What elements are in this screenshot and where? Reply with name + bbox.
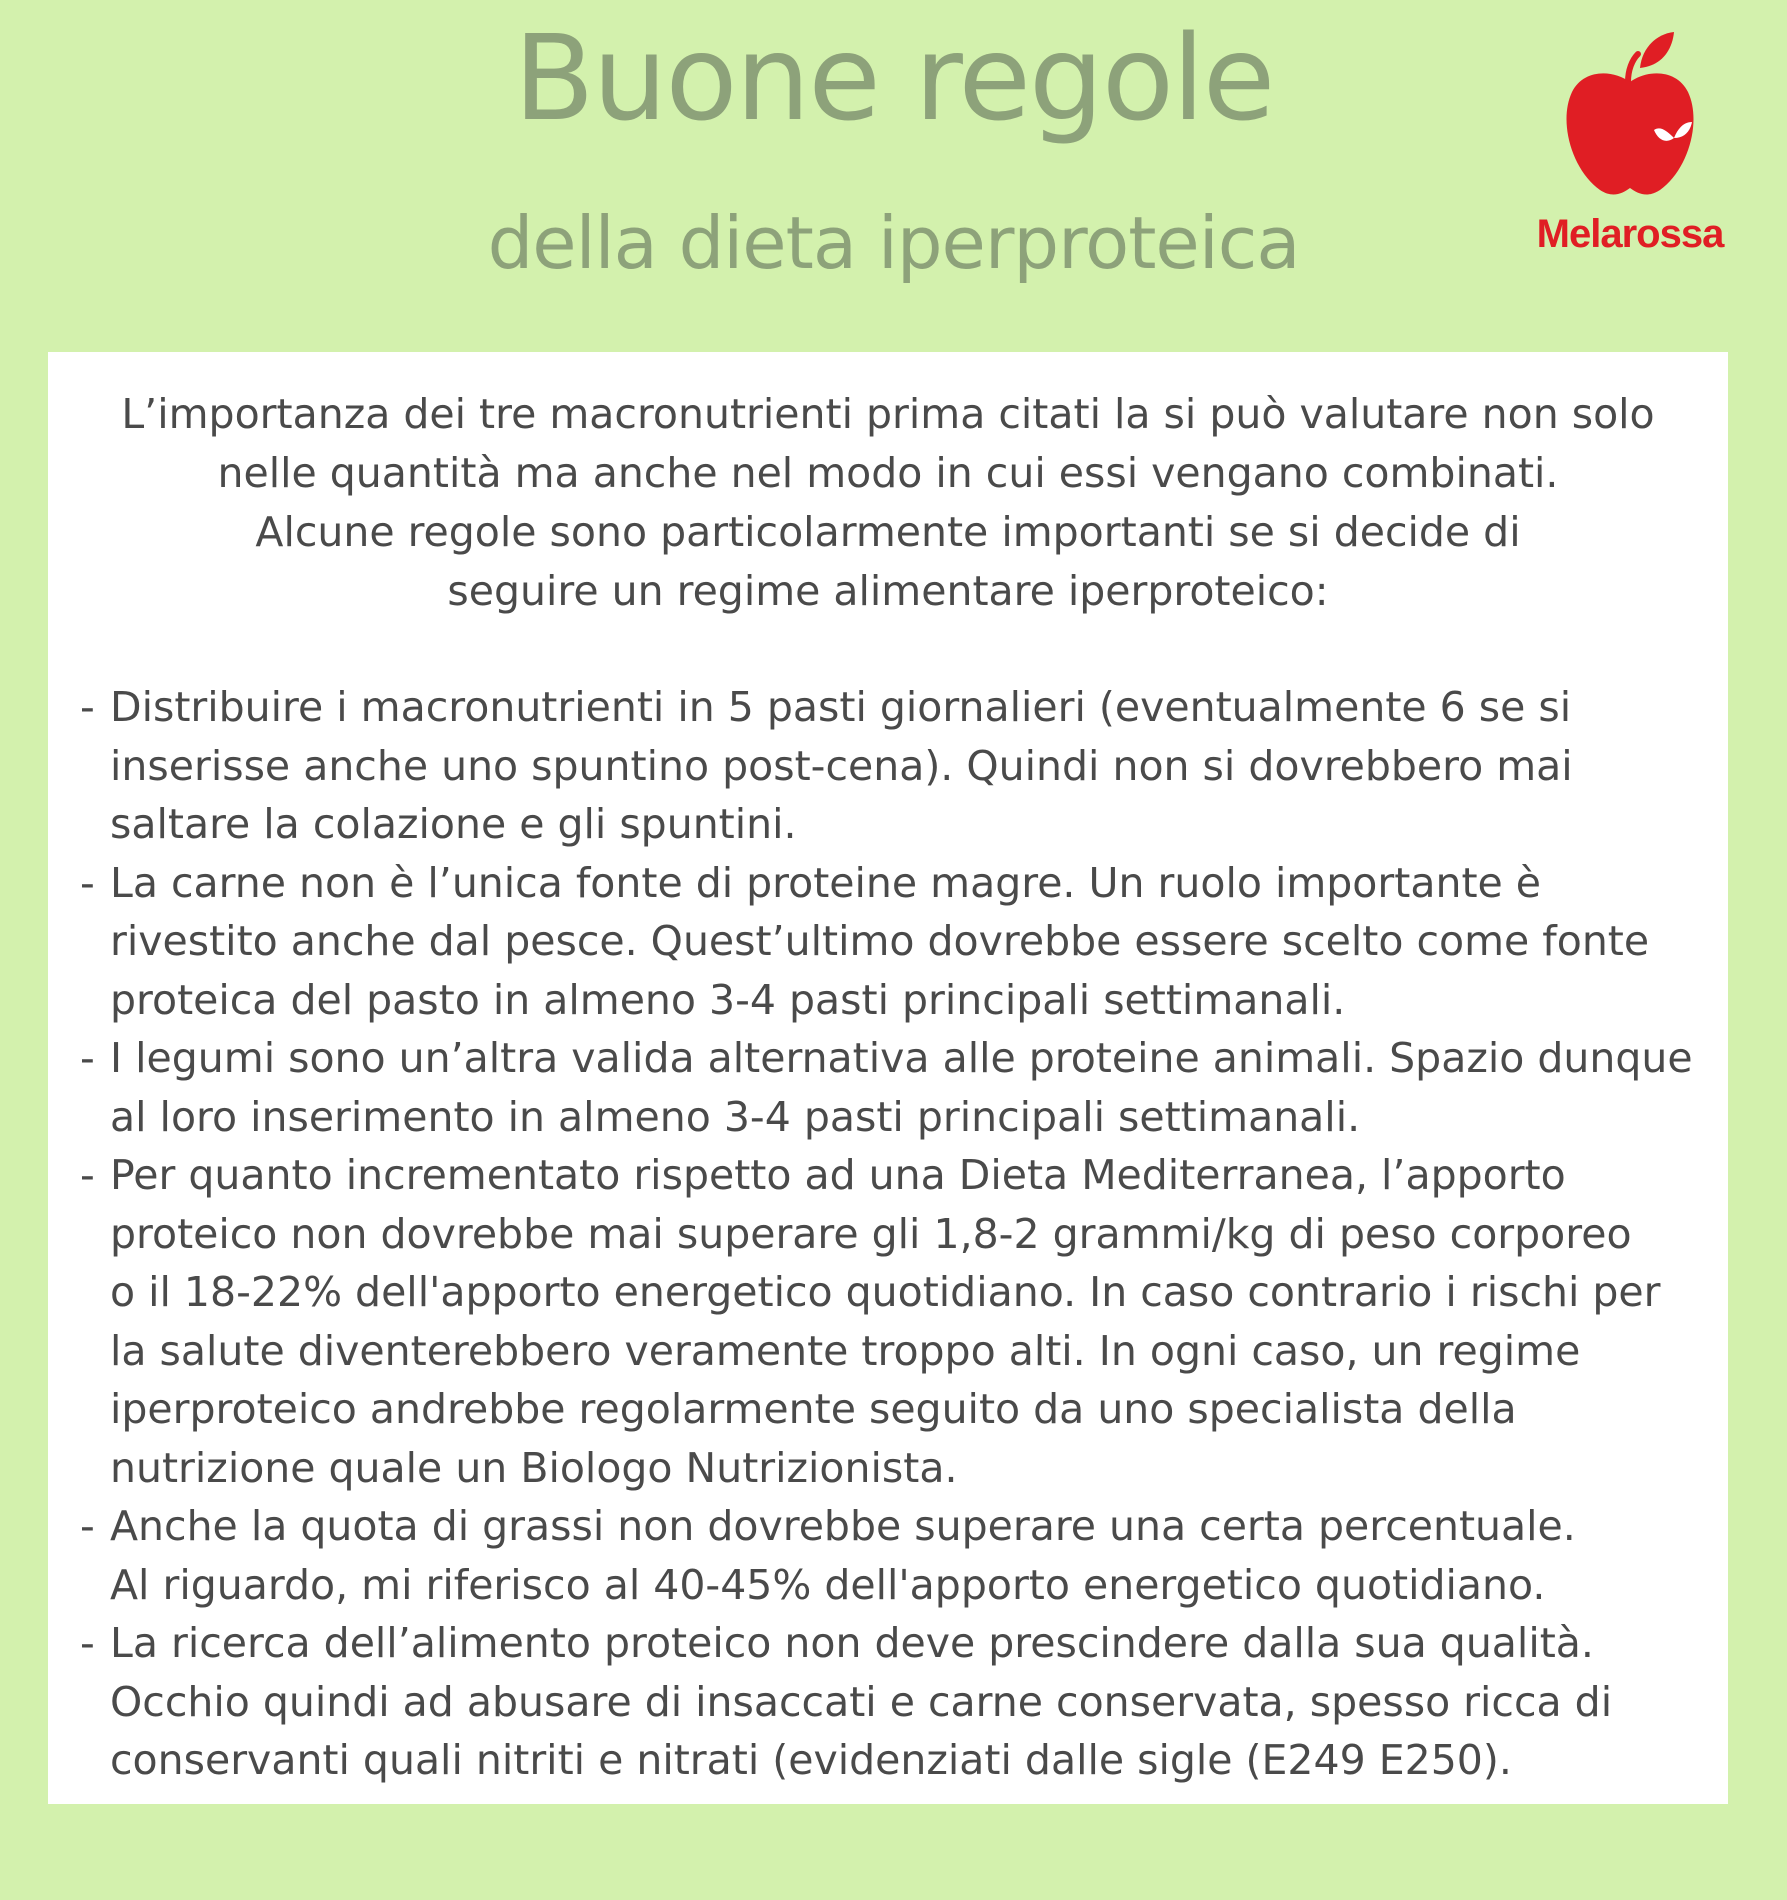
rule-item — [80, 1614, 1700, 1790]
bullet-dash: - — [80, 858, 95, 907]
bullet-dash: - — [80, 1502, 95, 1550]
rule-line: al loro inserimento in almeno 3-4 pasti principali settimanali. — [110, 1092, 1361, 1141]
rule-line: o il 18-22% dell'apporto energetico quotidiano. In caso contrario i rischi per — [110, 1268, 1661, 1316]
rule-line: la salute diventerebbero veramente troppo alti. In ogni caso, un regime — [110, 1326, 1581, 1375]
rule-line: Distribuire i macronutrienti in 5 pasti giornalieri (eventualmente 6 se si — [110, 683, 1572, 731]
rule-line: Anche la quota di grassi non dovrebbe superare una certa percentuale. — [110, 1502, 1576, 1550]
rule-item — [80, 854, 1700, 1030]
rule-line: Al riguardo, mi riferisco al 40-45% dell'apporto energetico quotidiano. — [110, 1560, 1546, 1609]
intro-line: seguire un regime alimentare iperproteico: — [447, 567, 1329, 615]
brand-logo — [1520, 30, 1740, 270]
rule-item — [80, 678, 1700, 854]
bullet-dash: - — [80, 1034, 95, 1082]
intro-line: nelle quantità ma anche nel modo in cui essi vengano combinati. — [217, 449, 1559, 497]
rule-item — [80, 1029, 1700, 1146]
rule-line: iperproteico andrebbe regolarmente seguito da uno specialista della — [110, 1385, 1517, 1433]
rule-line: Occhio quindi ad abusare di insaccati e carne conservata, spesso ricca di — [110, 1677, 1613, 1726]
rule-line: rivestito anche dal pesce. Quest’ultimo dovrebbe essere scelto come fonte — [110, 917, 1650, 965]
rule-item — [80, 1497, 1700, 1614]
rule-line: conservanti quali nitriti e nitrati (evidenziati dalle sigle (E249 E250). — [110, 1736, 1512, 1784]
rule-line: La ricerca dell’alimento proteico non deve prescindere dalla sua qualità. — [110, 1619, 1594, 1667]
content-card — [48, 352, 1728, 1804]
rule-line: Per quanto incrementato rispetto ad una Dieta Mediterranea, l’apporto — [110, 1151, 1566, 1199]
brand-name: Melarossa — [1536, 212, 1724, 256]
page-title: Buone regole — [513, 9, 1274, 147]
bullet-dash: - — [80, 683, 95, 731]
rule-item — [80, 1146, 1700, 1497]
bullet-dash: - — [80, 1619, 95, 1667]
apple-icon — [1562, 30, 1698, 200]
rule-line: proteica del pasto in almeno 3-4 pasti principali settimanali. — [110, 975, 1346, 1024]
bullet-dash: - — [80, 1151, 95, 1199]
rule-line: inserisse anche uno spuntino post-cena). Quindi non si dovrebbero mai — [110, 741, 1573, 790]
rule-line: saltare la colazione e gli spuntini. — [110, 800, 797, 848]
rule-line: I legumi sono un’altra valida alternativa alle proteine animali. Spazio dunque — [110, 1034, 1693, 1082]
intro-line: L’importanza dei tre macronutrienti prima citati la si può valutare non solo — [121, 390, 1655, 438]
rule-line: proteico non dovrebbe mai superare gli 1,8-2 grammi/kg di peso corporeo — [110, 1209, 1632, 1258]
rules-list — [80, 678, 1700, 1790]
rule-line: La carne non è l’unica fonte di proteine magre. Un ruolo importante è — [110, 858, 1541, 907]
page-subtitle: della dieta iperproteica — [487, 201, 1300, 285]
intro-line: Alcune regole sono particolarmente importanti se si decide di — [255, 508, 1521, 556]
intro-paragraph — [48, 385, 1728, 621]
rule-line: nutrizione quale un Biologo Nutrizionista. — [110, 1443, 958, 1492]
